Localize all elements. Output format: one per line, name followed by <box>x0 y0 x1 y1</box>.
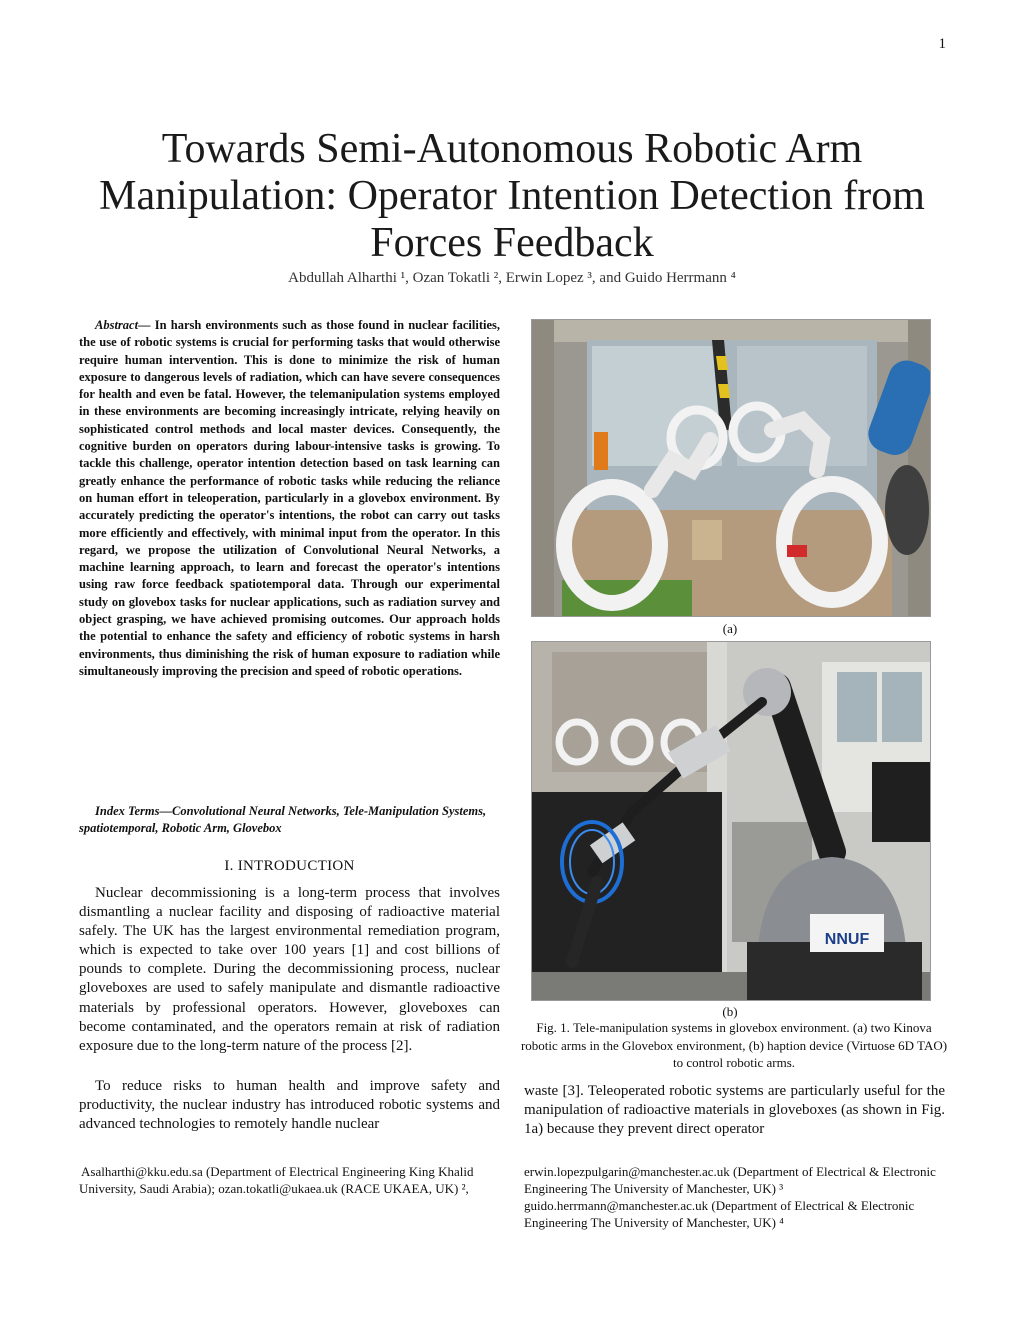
intro-paragraph-1: Nuclear decommissioning is a long-term process that involves dismantling a nuclear facility and disposing of radioactive material safely. The UK has the largest environmental remediation program, which is expected to take over 100 years [1] and cost billions of pounds to complete. During the decommissioning process, nuclear gloveboxes are used to safely manipulate and dismantle radioactive materials by professional operators. However, gloveboxes can become contaminated, and the operators remain at risk of radiation exposure due to the long-term nature of the process [2]. <box>79 885 500 1054</box>
intro-paragraph-2: To reduce risks to human health and improve safety and productivity, the nuclear industry has introduced robotic systems and advanced technologies to remotely handle nuclear <box>79 1078 500 1133</box>
figure-1b-haption-photo <box>531 641 931 1001</box>
abstract <box>79 317 500 680</box>
right-column-paragraph: waste [3]. Teleoperated robotic systems are particularly useful for the manipulation of radioactive materials in gloveboxes (as shown in Fig. 1a) because they prevent direct operator <box>524 1083 945 1138</box>
footnote-affiliations-right: erwin.lopezpulgarin@manchester.ac.uk (Department of Electrical & Electronic Engineering The University of Manchester, UK) ³ guido.herrmann@manchester.ac.uk (Department of Electrical & Electronic Engineering The University of Manchester, UK) ⁴ <box>524 1164 936 1230</box>
figure-1a-glovebox-photo <box>531 319 931 617</box>
nnuf-logo: NNUF <box>824 931 870 948</box>
figure-1b-label: (b) <box>722 1004 738 1019</box>
abstract-lead: Abstract— <box>95 318 151 332</box>
index-terms: Index Terms—Convolutional Neural Networks, Tele-Manipulation Systems, spatiotemporal, Robotic Arm, Glovebox <box>79 804 487 835</box>
page-number: 1 <box>938 36 946 52</box>
figure-1a-label: (a) <box>722 621 738 636</box>
author-list: Abdullah Alharthi ¹, Ozan Tokatli ², Erwin Lopez ³, and Guido Herrmann ⁴ <box>288 270 736 286</box>
paper-title: Towards Semi-Autonomous Robotic Arm Manipulation: Operator Intention Detection from Forces Feedback <box>99 126 925 266</box>
section-heading-introduction: I. INTRODUCTION <box>224 858 355 874</box>
figure-1-caption: Fig. 1. Tele-manipulation systems in glovebox environment. (a) two Kinova robotic arms in the Glovebox environment, (b) haption device (Virtuose 6D TAO) to control robotic arms. <box>520 1020 948 1070</box>
footnote-affiliations-left: Asalharthi@kku.edu.sa (Department of Electrical Engineering King Khalid University, Saudi Arabia); ozan.tokatli@ukaea.uk (RACE UKAEA, UK) ², <box>79 1164 474 1196</box>
abstract-body: In harsh environments such as those found in nuclear facilities, the use of robotic systems is crucial for performing tasks that would otherwise require human intervention. This is done to minimize the risk of human exposure to dangerous levels of radiation, which can have severe consequences for health and even be fatal. However, the telemanipulation systems employed in these environments are becoming increasingly intricate, relying heavily on sophisticated control methods and local master devices. Consequently, the cognitive burden on operators during labour-intensive tasks is growing. To tackle this challenge, operator intention detection based on task learning can greatly enhance the performance of robotic tasks while reducing the reliance on human effort in teleoperation, particularly in a glovebox environment. By accurately predicting the operator's intentions, the robot can carry out tasks more efficiently and effectively, with minimal input from the operator. In this regard, we propose the utilization of Convolutional Neural Networks, a machine learning approach, to learn and forecast the operator's intentions using raw force feedback spatiotemporal data. Through our experimental study on glovebox tasks for nuclear applications, such as radiation survey and object grasping, we have achieved promising outcomes. Our approach holds the potential to enhance the safety and efficiency of robotic systems in harsh environments, thus diminishing the risk of human exposure to radiation while simultaneously improving the precision and speed of robotic operations. <box>79 318 500 678</box>
